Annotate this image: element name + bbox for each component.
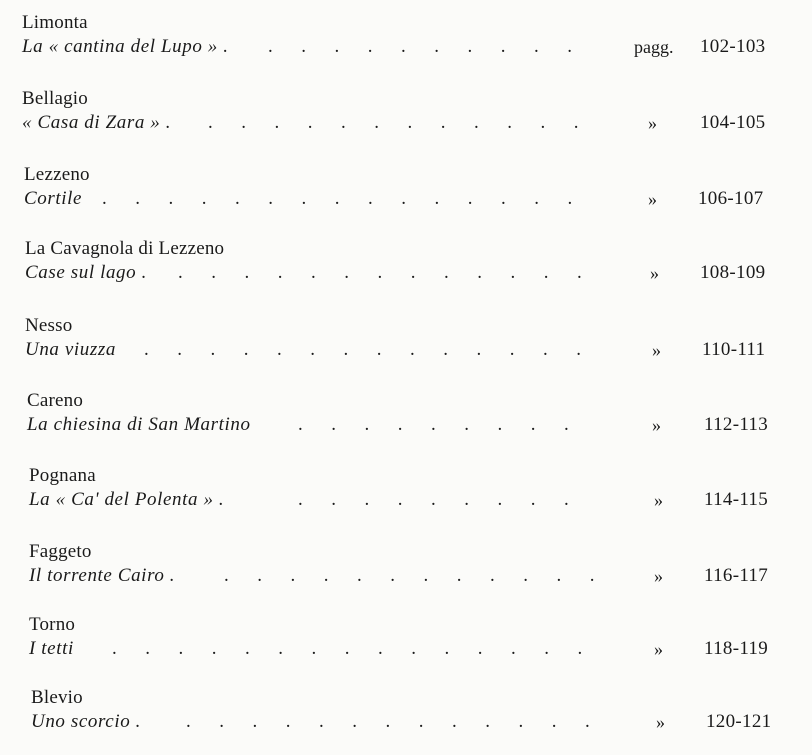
entry-subtitle: Cortile (24, 188, 83, 209)
entry-marker: » (650, 263, 659, 283)
entry-pages: 104-105 (700, 112, 766, 133)
dot-leader: . . . . . . . . . . . . . . . (102, 188, 573, 209)
entry-marker: pagg. (634, 37, 674, 57)
entry-subtitle: La « Ca' del Polenta » . (29, 489, 225, 510)
entry-place: Bellagio (22, 88, 88, 109)
entry-marker: » (656, 712, 665, 732)
entry-place: Torno (29, 614, 76, 635)
entry-pages: 110-111 (702, 339, 766, 360)
entry-marker: » (654, 566, 663, 586)
dot-leader: . . . . . . . . . . . . . . . (112, 638, 583, 659)
dot-leader: . . . . . . . . . (298, 489, 569, 510)
toc-entry-la-cavagnola (0, 238, 812, 298)
entry-subtitle: Una viuzza (25, 339, 116, 360)
dot-leader: . . . . . . . . . . . . . (178, 262, 582, 283)
entry-place: Limonta (22, 12, 88, 33)
entry-place: Blevio (31, 687, 83, 708)
entry-pages: 106-107 (698, 188, 764, 209)
entry-marker: » (654, 639, 663, 659)
entry-place: La Cavagnola di Lezzeno (25, 238, 225, 259)
entry-pages: 118-119 (704, 638, 769, 659)
entry-marker: » (652, 340, 661, 360)
entry-pages: 120-121 (706, 711, 772, 732)
toc-entry-nesso (0, 315, 812, 375)
entry-pages: 102-103 (700, 36, 766, 57)
dot-leader: . . . . . . . . . (298, 414, 569, 435)
dot-leader: . . . . . . . . . . . . . (186, 711, 590, 732)
entry-place: Lezzeno (24, 164, 90, 185)
toc-entry-bellagio (0, 88, 812, 148)
entry-pages: 112-113 (704, 414, 769, 435)
entry-place: Careno (27, 390, 84, 411)
toc-entry-careno (0, 390, 812, 450)
toc-entry-pognana (0, 465, 812, 525)
toc-entry-lezzeno (0, 164, 812, 224)
entry-place: Nesso (25, 315, 73, 336)
entry-marker: » (648, 189, 657, 209)
entry-place: Pognana (29, 465, 96, 486)
entry-pages: 114-115 (704, 489, 769, 510)
entry-marker: » (648, 113, 657, 133)
dot-leader: . . . . . . . . . . . . (224, 565, 595, 586)
entry-subtitle: I tetti (29, 638, 74, 659)
entry-marker: » (652, 415, 661, 435)
toc-entry-faggeto (0, 541, 812, 601)
toc-entry-blevio (0, 687, 812, 747)
toc-entry-torno (0, 614, 812, 674)
entry-marker: » (654, 490, 663, 510)
entry-subtitle: La chiesina di San Martino (27, 414, 251, 435)
entry-subtitle: Uno scorcio . (31, 711, 141, 732)
entry-subtitle: Il torrente Cairo . (29, 565, 176, 586)
entry-subtitle: Case sul lago . (25, 262, 147, 283)
entry-subtitle: « Casa di Zara » . (22, 112, 172, 133)
entry-pages: 116-117 (704, 565, 769, 586)
entry-place: Faggeto (29, 541, 92, 562)
dot-leader: . . . . . . . . . . . . . . (144, 339, 581, 360)
dot-leader: . . . . . . . . . . (268, 36, 572, 57)
entry-subtitle: La « cantina del Lupo » . (22, 36, 229, 57)
toc-entry-limonta (0, 12, 812, 72)
entry-pages: 108-109 (700, 262, 766, 283)
dot-leader: . . . . . . . . . . . . (208, 112, 579, 133)
